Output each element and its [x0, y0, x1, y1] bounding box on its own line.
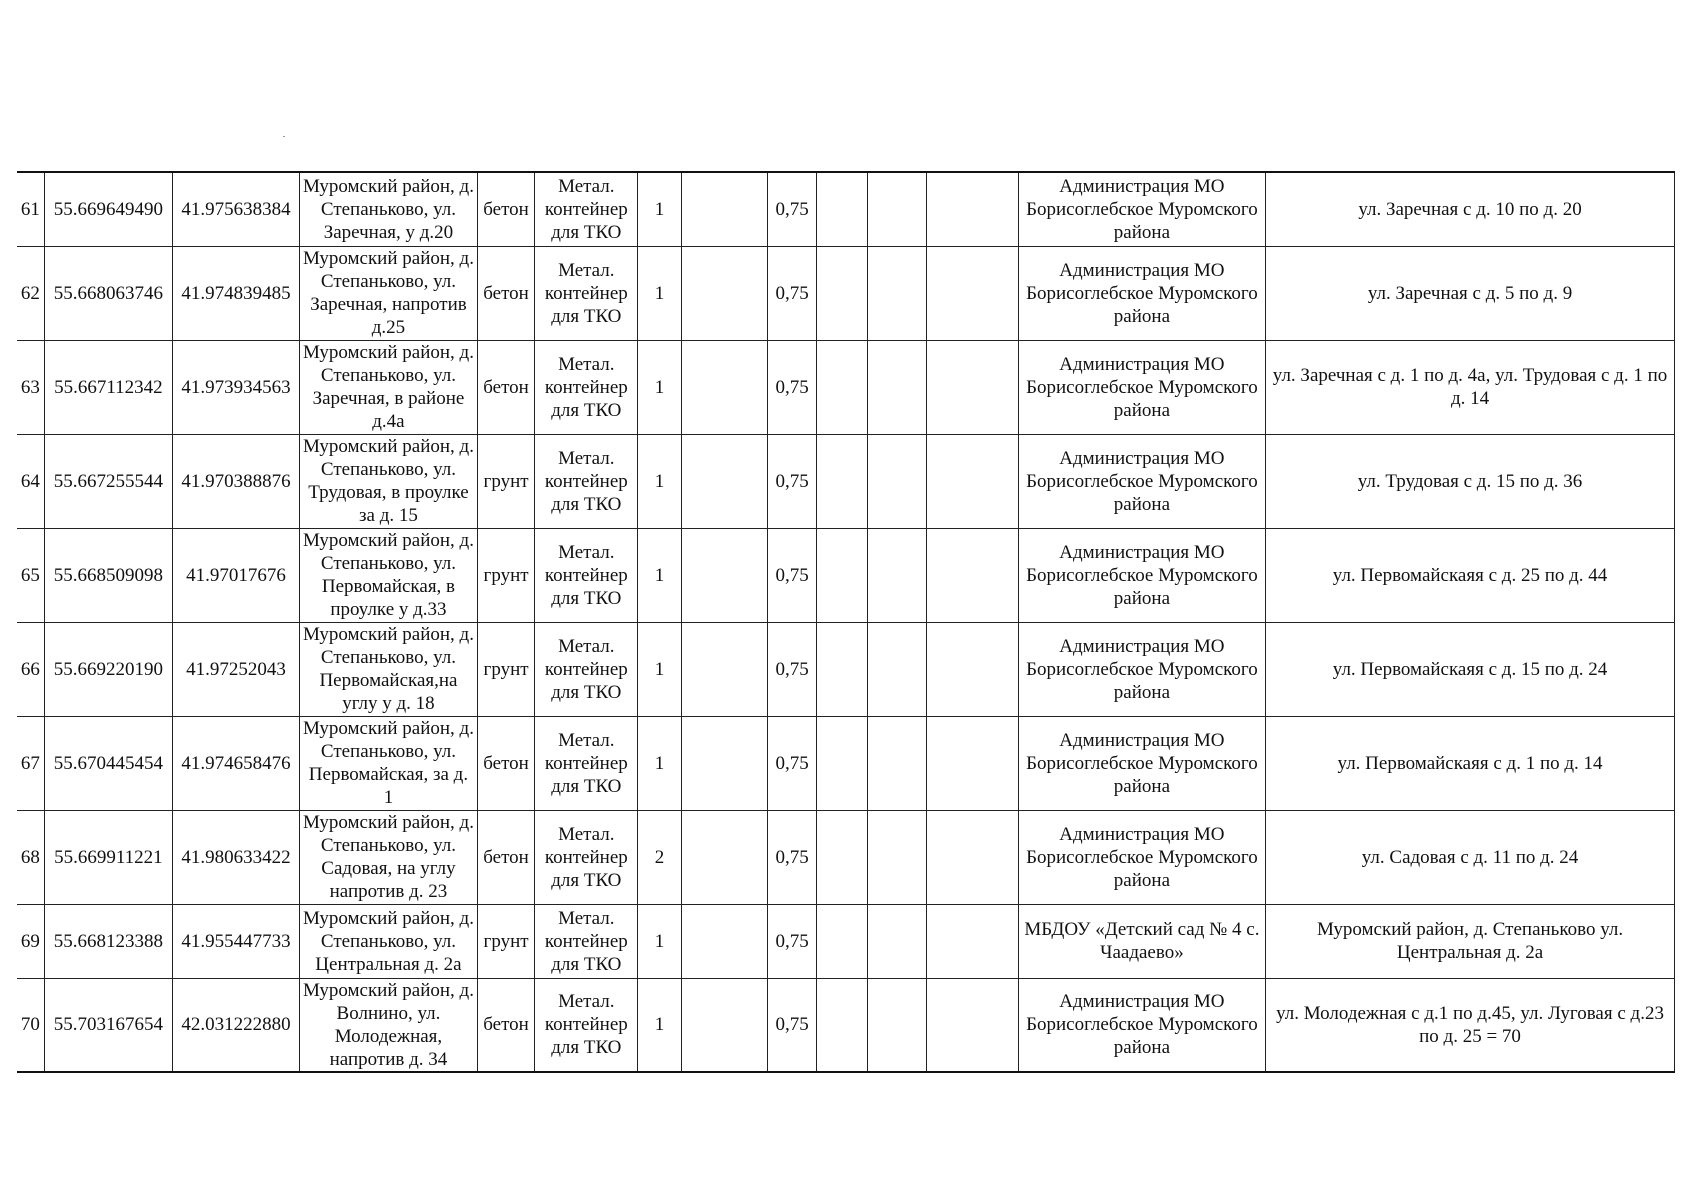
volume-cell: 0,75	[768, 172, 816, 246]
longitude-cell: 41.97252043	[172, 622, 299, 716]
address-cell: Муромский район, д. Степаньково, ул. Центральная д. 2а	[300, 904, 478, 978]
container-type-cell: Метал. контейнер для ТКО	[535, 978, 638, 1072]
empty-cell	[926, 340, 1018, 434]
empty-cell	[868, 340, 927, 434]
empty-cell	[681, 716, 768, 810]
container-type-cell: Метал. контейнер для ТКО	[535, 434, 638, 528]
owner-cell: Администрация МО Борисоглебское Муромского района	[1018, 434, 1265, 528]
row-number: 65	[17, 528, 44, 622]
row-number: 66	[17, 622, 44, 716]
longitude-cell: 41.973934563	[172, 340, 299, 434]
table-row	[17, 246, 1675, 340]
quantity-cell: 1	[638, 716, 681, 810]
owner-cell: Администрация МО Борисоглебское Муромского района	[1018, 978, 1265, 1072]
volume-cell: 0,75	[768, 340, 816, 434]
latitude-cell: 55.667255544	[44, 434, 172, 528]
owner-cell: Администрация МО Борисоглебское Муромского района	[1018, 172, 1265, 246]
quantity-cell: 1	[638, 528, 681, 622]
empty-cell	[816, 172, 867, 246]
owner-cell: Администрация МО Борисоглебское Муромского района	[1018, 716, 1265, 810]
surface-cell: бетон	[477, 172, 535, 246]
empty-cell	[681, 528, 768, 622]
longitude-cell: 41.980633422	[172, 810, 299, 904]
waste-site-registry-table	[17, 171, 1675, 1073]
quantity-cell: 1	[638, 246, 681, 340]
empty-cell	[681, 978, 768, 1072]
empty-cell	[816, 528, 867, 622]
quantity-cell: 1	[638, 340, 681, 434]
volume-cell: 0,75	[768, 810, 816, 904]
empty-cell	[868, 810, 927, 904]
row-number: 70	[17, 978, 44, 1072]
served-area-cell: ул. Первомайскаяя с д. 15 по д. 24	[1266, 622, 1675, 716]
container-type-cell: Метал. контейнер для ТКО	[535, 716, 638, 810]
empty-cell	[816, 622, 867, 716]
empty-cell	[868, 716, 927, 810]
longitude-cell: 41.97017676	[172, 528, 299, 622]
quantity-cell: 1	[638, 622, 681, 716]
address-cell: Муромский район, д. Степаньково, ул. Заречная, у д.20	[300, 172, 478, 246]
empty-cell	[926, 434, 1018, 528]
table-row	[17, 340, 1675, 434]
owner-cell: Администрация МО Борисоглебское Муромского района	[1018, 528, 1265, 622]
quantity-cell: 1	[638, 434, 681, 528]
served-area-cell: Муромский район, д. Степаньково ул. Центральная д. 2а	[1266, 904, 1675, 978]
empty-cell	[681, 904, 768, 978]
table-row	[17, 904, 1675, 978]
container-type-cell: Метал. контейнер для ТКО	[535, 622, 638, 716]
surface-cell: бетон	[477, 810, 535, 904]
surface-cell: грунт	[477, 904, 535, 978]
owner-cell: Администрация МО Борисоглебское Муромского района	[1018, 622, 1265, 716]
surface-cell: бетон	[477, 716, 535, 810]
longitude-cell: 42.031222880	[172, 978, 299, 1072]
container-type-cell: Метал. контейнер для ТКО	[535, 246, 638, 340]
table-row	[17, 716, 1675, 810]
served-area-cell: ул. Заречная с д. 1 по д. 4а, ул. Трудовая с д. 1 по д. 14	[1266, 340, 1675, 434]
address-cell: Муромский район, д. Степаньково, ул. Садовая, на углу напротив д. 23	[300, 810, 478, 904]
served-area-cell: ул. Первомайскаяя с д. 25 по д. 44	[1266, 528, 1675, 622]
table-row	[17, 434, 1675, 528]
served-area-cell: ул. Первомайскаяя с д. 1 по д. 14	[1266, 716, 1675, 810]
owner-cell: Администрация МО Борисоглебское Муромского района	[1018, 340, 1265, 434]
surface-cell: бетон	[477, 246, 535, 340]
empty-cell	[681, 810, 768, 904]
empty-cell	[868, 246, 927, 340]
empty-cell	[681, 172, 768, 246]
row-number: 61	[17, 172, 44, 246]
empty-cell	[926, 716, 1018, 810]
longitude-cell: 41.974658476	[172, 716, 299, 810]
address-cell: Муромский район, д. Степаньково, ул. Первомайская, за д. 1	[300, 716, 478, 810]
owner-cell: Администрация МО Борисоглебское Муромского района	[1018, 810, 1265, 904]
volume-cell: 0,75	[768, 622, 816, 716]
latitude-cell: 55.668509098	[44, 528, 172, 622]
empty-cell	[868, 172, 927, 246]
latitude-cell: 55.669911221	[44, 810, 172, 904]
volume-cell: 0,75	[768, 904, 816, 978]
served-area-cell: ул. Заречная с д. 5 по д. 9	[1266, 246, 1675, 340]
container-type-cell: Метал. контейнер для ТКО	[535, 810, 638, 904]
row-number: 69	[17, 904, 44, 978]
address-cell: Муромский район, д. Степаньково, ул. Заречная, в районе д.4а	[300, 340, 478, 434]
empty-cell	[868, 904, 927, 978]
latitude-cell: 55.668123388	[44, 904, 172, 978]
scan-speck	[283, 136, 285, 137]
served-area-cell: ул. Трудовая с д. 15 по д. 36	[1266, 434, 1675, 528]
container-type-cell: Метал. контейнер для ТКО	[535, 340, 638, 434]
empty-cell	[926, 978, 1018, 1072]
empty-cell	[816, 904, 867, 978]
longitude-cell: 41.955447733	[172, 904, 299, 978]
container-type-cell: Метал. контейнер для ТКО	[535, 528, 638, 622]
row-number: 62	[17, 246, 44, 340]
empty-cell	[868, 528, 927, 622]
latitude-cell: 55.703167654	[44, 978, 172, 1072]
longitude-cell: 41.975638384	[172, 172, 299, 246]
surface-cell: грунт	[477, 622, 535, 716]
surface-cell: грунт	[477, 434, 535, 528]
owner-cell: Администрация МО Борисоглебское Муромского района	[1018, 246, 1265, 340]
container-type-cell: Метал. контейнер для ТКО	[535, 904, 638, 978]
volume-cell: 0,75	[768, 716, 816, 810]
address-cell: Муромский район, д. Степаньково, ул. Первомайская, в проулке у д.33	[300, 528, 478, 622]
surface-cell: бетон	[477, 340, 535, 434]
latitude-cell: 55.667112342	[44, 340, 172, 434]
table-row	[17, 172, 1675, 246]
served-area-cell: ул. Заречная с д. 10 по д. 20	[1266, 172, 1675, 246]
empty-cell	[816, 810, 867, 904]
volume-cell: 0,75	[768, 434, 816, 528]
empty-cell	[816, 716, 867, 810]
latitude-cell: 55.668063746	[44, 246, 172, 340]
empty-cell	[868, 434, 927, 528]
quantity-cell: 1	[638, 904, 681, 978]
latitude-cell: 55.670445454	[44, 716, 172, 810]
empty-cell	[926, 810, 1018, 904]
row-number: 64	[17, 434, 44, 528]
surface-cell: грунт	[477, 528, 535, 622]
address-cell: Муромский район, д. Степаньково, ул. Заречная, напротив д.25	[300, 246, 478, 340]
empty-cell	[681, 622, 768, 716]
container-type-cell: Метал. контейнер для ТКО	[535, 172, 638, 246]
empty-cell	[816, 978, 867, 1072]
address-cell: Муромский район, д. Степаньково, ул. Трудовая, в проулке за д. 15	[300, 434, 478, 528]
empty-cell	[926, 622, 1018, 716]
latitude-cell: 55.669220190	[44, 622, 172, 716]
empty-cell	[926, 172, 1018, 246]
longitude-cell: 41.970388876	[172, 434, 299, 528]
quantity-cell: 2	[638, 810, 681, 904]
table-row	[17, 528, 1675, 622]
empty-cell	[868, 622, 927, 716]
owner-cell: МБДОУ «Детский сад № 4 с. Чаадаево»	[1018, 904, 1265, 978]
address-cell: Муромский район, д. Волнино, ул. Молодежная, напротив д. 34	[300, 978, 478, 1072]
quantity-cell: 1	[638, 978, 681, 1072]
empty-cell	[681, 246, 768, 340]
empty-cell	[926, 528, 1018, 622]
empty-cell	[816, 434, 867, 528]
row-number: 63	[17, 340, 44, 434]
quantity-cell: 1	[638, 172, 681, 246]
table-row	[17, 978, 1675, 1072]
volume-cell: 0,75	[768, 978, 816, 1072]
row-number: 68	[17, 810, 44, 904]
empty-cell	[816, 340, 867, 434]
volume-cell: 0,75	[768, 246, 816, 340]
table-row	[17, 810, 1675, 904]
empty-cell	[926, 904, 1018, 978]
empty-cell	[681, 340, 768, 434]
empty-cell	[926, 246, 1018, 340]
address-cell: Муромский район, д. Степаньково, ул. Первомайская,на углу у д. 18	[300, 622, 478, 716]
latitude-cell: 55.669649490	[44, 172, 172, 246]
registry-body	[17, 172, 1675, 1072]
volume-cell: 0,75	[768, 528, 816, 622]
surface-cell: бетон	[477, 978, 535, 1072]
empty-cell	[868, 978, 927, 1072]
longitude-cell: 41.974839485	[172, 246, 299, 340]
empty-cell	[681, 434, 768, 528]
row-number: 67	[17, 716, 44, 810]
served-area-cell: ул. Садовая с д. 11 по д. 24	[1266, 810, 1675, 904]
served-area-cell: ул. Молодежная с д.1 по д.45, ул. Луговая с д.23 по д. 25 = 70	[1266, 978, 1675, 1072]
empty-cell	[816, 246, 867, 340]
table-row	[17, 622, 1675, 716]
